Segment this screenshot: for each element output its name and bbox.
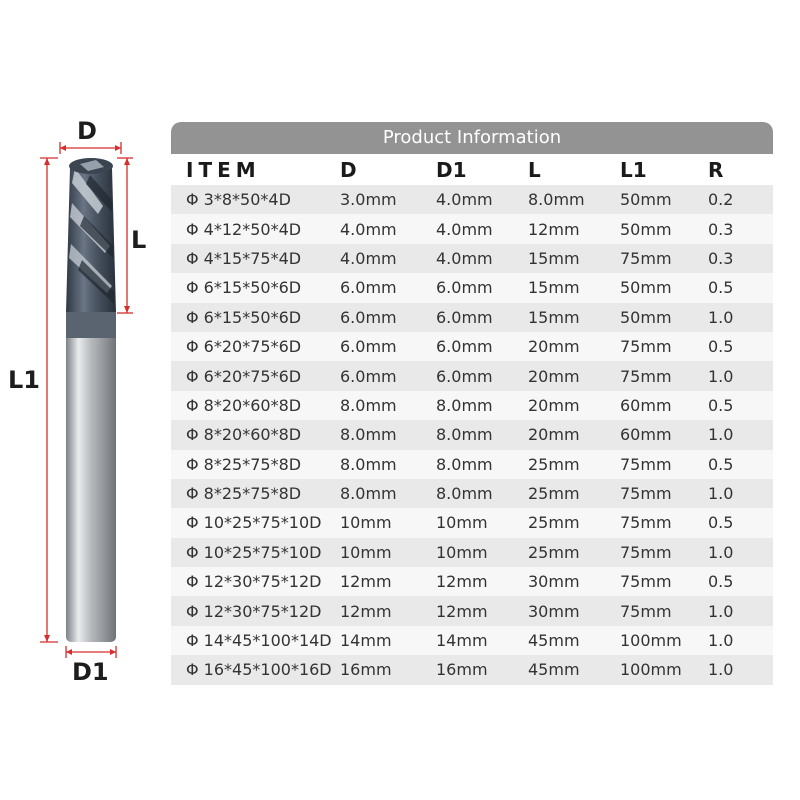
cell-d1: 12mm: [436, 601, 488, 621]
cell-item: Φ 4*12*50*4D: [186, 219, 302, 239]
table-row: [171, 185, 773, 214]
table-row: [171, 420, 773, 449]
cell-d1: 14mm: [436, 631, 488, 651]
cell-item: Φ 6*20*75*6D: [186, 337, 302, 357]
dimension-label-d: D: [77, 117, 97, 145]
cell-d: 8.0mm: [340, 484, 397, 504]
cell-l: 25mm: [528, 454, 580, 474]
cell-d: 14mm: [340, 631, 392, 651]
cell-d1: 8.0mm: [436, 395, 493, 415]
cell-item: Φ 4*15*75*4D: [186, 248, 302, 268]
cell-item: Φ 12*30*75*12D: [186, 572, 322, 592]
cell-d: 10mm: [340, 542, 392, 562]
cell-l: 20mm: [528, 395, 580, 415]
cell-l1: 75mm: [620, 454, 672, 474]
cell-r: 0.5: [708, 454, 734, 474]
cell-item: Φ 16*45*100*16D: [186, 660, 332, 680]
cell-d: 12mm: [340, 601, 392, 621]
cell-item: Φ 6*15*50*6D: [186, 278, 302, 298]
cell-l: 25mm: [528, 542, 580, 562]
table-body: [171, 185, 773, 685]
tool-shank: [66, 330, 116, 642]
cell-r: 1.0: [708, 631, 734, 651]
cell-r: 0.3: [708, 219, 734, 239]
cell-d1: 10mm: [436, 542, 488, 562]
cell-l1: 100mm: [620, 660, 682, 680]
cell-d: 16mm: [340, 660, 392, 680]
cell-d: 8.0mm: [340, 425, 397, 445]
cell-l1: 50mm: [620, 307, 672, 327]
cell-item: Φ 8*20*60*8D: [186, 425, 302, 445]
cell-item: Φ 14*45*100*14D: [186, 631, 332, 651]
cell-item: Φ 10*25*75*10D: [186, 542, 322, 562]
cell-item: Φ 12*30*75*12D: [186, 601, 322, 621]
cell-l: 25mm: [528, 484, 580, 504]
cell-d: 10mm: [340, 513, 392, 533]
cell-l: 20mm: [528, 366, 580, 386]
table-row: [171, 332, 773, 361]
table-title: Product Information: [171, 122, 773, 154]
table-row: [171, 303, 773, 332]
cell-l1: 50mm: [620, 190, 672, 210]
cell-l: 12mm: [528, 219, 580, 239]
table-row: [171, 508, 773, 537]
cell-l1: 75mm: [620, 572, 672, 592]
cell-l: 15mm: [528, 278, 580, 298]
cell-l1: 75mm: [620, 484, 672, 504]
header-d1: D1: [436, 157, 467, 182]
cell-item: Φ 10*25*75*10D: [186, 513, 322, 533]
cell-l: 45mm: [528, 660, 580, 680]
cell-r: 0.5: [708, 395, 734, 415]
cell-r: 0.2: [708, 190, 734, 210]
cell-l1: 100mm: [620, 631, 682, 651]
table-row: [171, 361, 773, 390]
cell-l1: 75mm: [620, 513, 672, 533]
cell-d1: 8.0mm: [436, 454, 493, 474]
cell-d1: 6.0mm: [436, 278, 493, 298]
table-header-row: [171, 154, 773, 185]
cell-d: 4.0mm: [340, 248, 397, 268]
cell-d1: 6.0mm: [436, 307, 493, 327]
cell-d: 6.0mm: [340, 278, 397, 298]
table-row: [171, 273, 773, 302]
cell-d: 6.0mm: [340, 366, 397, 386]
cell-item: Φ 8*25*75*8D: [186, 484, 302, 504]
cell-l: 25mm: [528, 513, 580, 533]
cell-d: 6.0mm: [340, 337, 397, 357]
cell-l1: 75mm: [620, 248, 672, 268]
cell-d1: 4.0mm: [436, 219, 493, 239]
dimension-label-l: L: [131, 226, 147, 254]
cell-d1: 16mm: [436, 660, 488, 680]
table-row: [171, 596, 773, 625]
cell-r: 1.0: [708, 366, 734, 386]
cell-item: Φ 6*15*50*6D: [186, 307, 302, 327]
dimension-label-d1: D1: [72, 658, 109, 686]
cell-r: 0.3: [708, 248, 734, 268]
cell-d: 8.0mm: [340, 395, 397, 415]
cell-r: 1.0: [708, 542, 734, 562]
cell-l: 45mm: [528, 631, 580, 651]
cell-l: 20mm: [528, 425, 580, 445]
cell-r: 0.5: [708, 337, 734, 357]
cell-l: 20mm: [528, 337, 580, 357]
cell-l: 15mm: [528, 248, 580, 268]
header-item: ITEM: [186, 157, 261, 182]
table-row: [171, 479, 773, 508]
cell-l1: 50mm: [620, 278, 672, 298]
table-row: [171, 626, 773, 655]
table-row: [171, 391, 773, 420]
cell-d: 8.0mm: [340, 454, 397, 474]
cell-l1: 75mm: [620, 366, 672, 386]
header-l1: L1: [620, 157, 647, 182]
cell-l: 30mm: [528, 572, 580, 592]
table-row: [171, 244, 773, 273]
cell-d1: 10mm: [436, 513, 488, 533]
cell-l: 8.0mm: [528, 190, 585, 210]
cell-d1: 12mm: [436, 572, 488, 592]
cutting-flutes: [66, 158, 116, 312]
cell-d1: 4.0mm: [436, 248, 493, 268]
cell-d1: 6.0mm: [436, 337, 493, 357]
cell-l1: 60mm: [620, 395, 672, 415]
cell-l: 30mm: [528, 601, 580, 621]
cell-r: 1.0: [708, 307, 734, 327]
cell-l1: 75mm: [620, 601, 672, 621]
cell-d1: 8.0mm: [436, 425, 493, 445]
cell-d: 6.0mm: [340, 307, 397, 327]
cell-d: 3.0mm: [340, 190, 397, 210]
cell-d1: 6.0mm: [436, 366, 493, 386]
product-info-table: [171, 122, 773, 685]
cell-r: 0.5: [708, 278, 734, 298]
cell-r: 1.0: [708, 601, 734, 621]
cell-r: 1.0: [708, 660, 734, 680]
table-row: [171, 214, 773, 243]
cell-d1: 8.0mm: [436, 484, 493, 504]
cell-l1: 50mm: [620, 219, 672, 239]
coating-transition: [66, 312, 116, 338]
cell-r: 0.5: [708, 513, 734, 533]
cell-d: 12mm: [340, 572, 392, 592]
cell-d: 4.0mm: [340, 219, 397, 239]
cell-r: 1.0: [708, 484, 734, 504]
cell-item: Φ 3*8*50*4D: [186, 190, 291, 210]
cell-l1: 75mm: [620, 337, 672, 357]
table-row: [171, 538, 773, 567]
cell-l1: 60mm: [620, 425, 672, 445]
header-d: D: [340, 157, 357, 182]
table-row: [171, 450, 773, 479]
cell-r: 0.5: [708, 572, 734, 592]
cell-item: Φ 8*20*60*8D: [186, 395, 302, 415]
cell-item: Φ 8*25*75*8D: [186, 454, 302, 474]
end-mill-figure: [0, 0, 170, 800]
header-r: R: [708, 157, 724, 182]
cell-item: Φ 6*20*75*6D: [186, 366, 302, 386]
header-l: L: [528, 157, 541, 182]
cell-d1: 4.0mm: [436, 190, 493, 210]
table-row: [171, 655, 773, 684]
cell-r: 1.0: [708, 425, 734, 445]
cell-l1: 75mm: [620, 542, 672, 562]
cell-l: 15mm: [528, 307, 580, 327]
dimension-label-l1: L1: [8, 366, 40, 394]
table-row: [171, 567, 773, 596]
